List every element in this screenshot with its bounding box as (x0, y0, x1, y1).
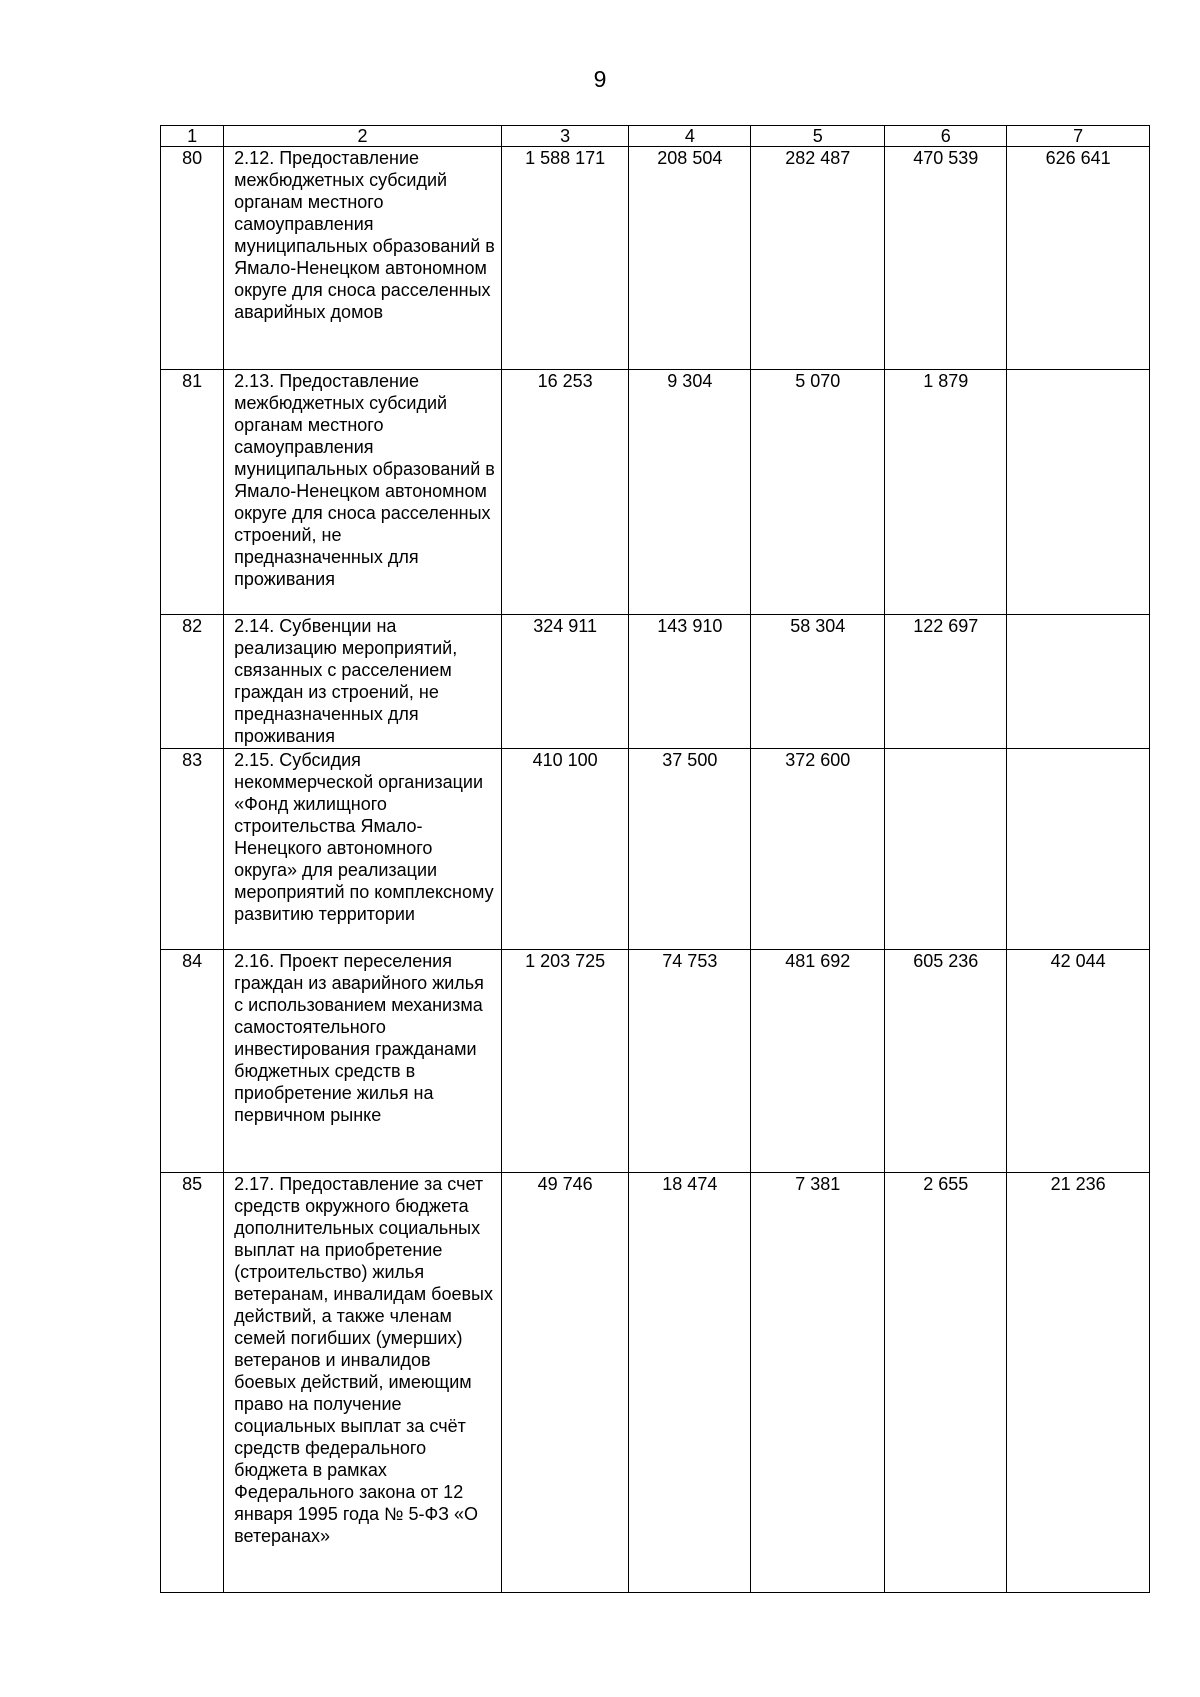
row-name: 2.15. Субсидия некоммерческой организации «Фонд жилищного строительства Ямало-Ненецкого автономного округа» для реализации мероприятий по комплексному развитию территории (224, 749, 502, 950)
row-number: 84 (161, 950, 224, 1173)
row-number: 85 (161, 1173, 224, 1593)
cell-col6: 2 655 (885, 1173, 1007, 1593)
cell-col4: 208 504 (629, 147, 751, 370)
cell-col7: 21 236 (1007, 1173, 1150, 1593)
row-number: 83 (161, 749, 224, 950)
cell-col5: 372 600 (751, 749, 885, 950)
table-row (161, 615, 1150, 749)
cell-col7: 626 641 (1007, 147, 1150, 370)
column-header: 7 (1007, 126, 1150, 147)
column-header: 3 (501, 126, 628, 147)
cell-col5: 5 070 (751, 370, 885, 615)
cell-col4: 9 304 (629, 370, 751, 615)
cell-col6: 122 697 (885, 615, 1007, 749)
row-number: 81 (161, 370, 224, 615)
row-number: 82 (161, 615, 224, 749)
column-header: 4 (629, 126, 751, 147)
cell-col6: 605 236 (885, 950, 1007, 1173)
cell-col7 (1007, 749, 1150, 950)
table-row (161, 370, 1150, 615)
row-name: 2.16. Проект переселения граждан из аварийного жилья с использованием механизма самостоятельного инвестирования гражданами бюджетных средств в приобретение жилья на первичном рынке (224, 950, 502, 1173)
cell-col5: 7 381 (751, 1173, 885, 1593)
row-name: 2.12. Предоставление межбюджетных субсидий органам местного самоуправления муниципальных образований в Ямало-Ненецком автономном округе для сноса расселенных аварийных домов (224, 147, 502, 370)
row-name: 2.14. Субвенции на реализацию мероприятий, связанных с расселением граждан из строений, не предназначенных для проживания (224, 615, 502, 749)
row-number: 80 (161, 147, 224, 370)
cell-col6 (885, 749, 1007, 950)
row-name: 2.13. Предоставление межбюджетных субсидий органам местного самоуправления муниципальных образований в Ямало-Ненецком автономном округе для сноса расселенных строений, не предназначенных для проживания (224, 370, 502, 615)
table-row (161, 749, 1150, 950)
cell-col7 (1007, 370, 1150, 615)
table-row (161, 1173, 1150, 1593)
cell-col4: 37 500 (629, 749, 751, 950)
cell-col4: 143 910 (629, 615, 751, 749)
cell-col3: 1 588 171 (501, 147, 628, 370)
cell-col7 (1007, 615, 1150, 749)
cell-col6: 1 879 (885, 370, 1007, 615)
cell-col3: 324 911 (501, 615, 628, 749)
cell-col3: 49 746 (501, 1173, 628, 1593)
column-header: 5 (751, 126, 885, 147)
table-row (161, 950, 1150, 1173)
cell-col4: 18 474 (629, 1173, 751, 1593)
table-row (161, 147, 1150, 370)
cell-col6: 470 539 (885, 147, 1007, 370)
column-header: 2 (224, 126, 502, 147)
program-funding-table (160, 125, 1150, 1593)
cell-col5: 481 692 (751, 950, 885, 1173)
cell-col3: 410 100 (501, 749, 628, 950)
table-header-row (161, 126, 1150, 147)
column-header: 1 (161, 126, 224, 147)
cell-col3: 1 203 725 (501, 950, 628, 1173)
cell-col7: 42 044 (1007, 950, 1150, 1173)
cell-col5: 58 304 (751, 615, 885, 749)
cell-col3: 16 253 (501, 370, 628, 615)
cell-col4: 74 753 (629, 950, 751, 1173)
row-name: 2.17. Предоставление за счет средств окружного бюджета дополнительных социальных выплат на приобретение (строительство) жилья ветеранам, инвалидам боевых действий, а также членам семей погибших (умерших) ветеранов и инвалидов боевых действий, имеющим право на получение социальных выплат за счёт средств федерального бюджета в рамках Федерального закона от 12 января 1995 года № 5-ФЗ «О ветеранах» (224, 1173, 502, 1593)
page-number: 9 (593, 66, 607, 92)
cell-col5: 282 487 (751, 147, 885, 370)
column-header: 6 (885, 126, 1007, 147)
